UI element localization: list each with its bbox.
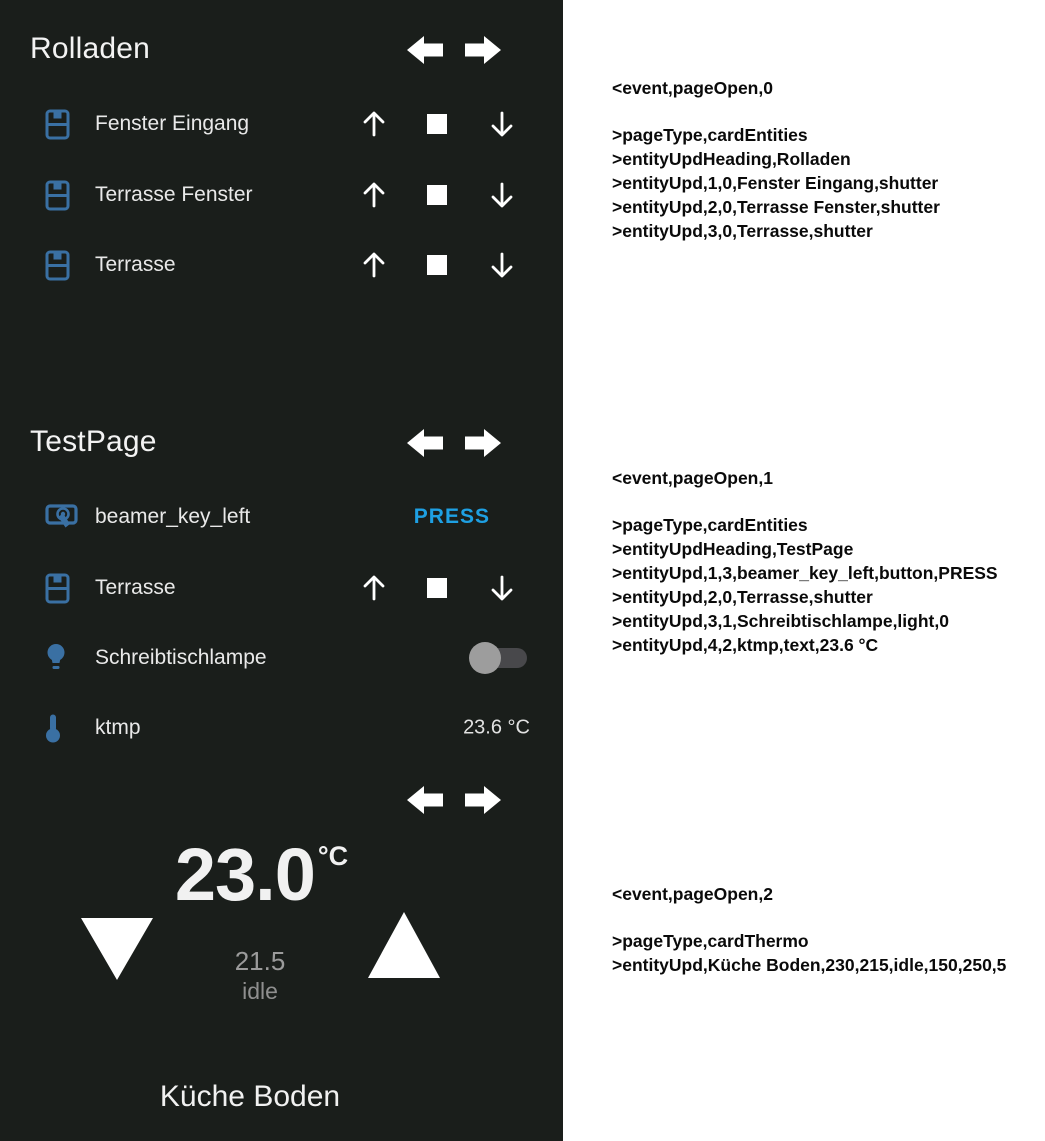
target-temperature: 21.5 — [234, 946, 286, 976]
entity-label: Fenster Eingang — [95, 112, 250, 135]
shutter-icon — [45, 105, 79, 143]
gesture-tap-button-icon — [45, 498, 79, 536]
current-temperature — [20, 833, 500, 916]
nav-prev-icon[interactable] — [406, 34, 444, 66]
light-toggle-knob[interactable] — [469, 642, 501, 674]
shutter-icon — [45, 176, 79, 214]
entity-label: beamer_key_left — [95, 505, 251, 528]
protocol-line: >pageType,cardEntities — [612, 515, 808, 535]
protocol-line: <event,pageOpen,2 — [612, 884, 773, 904]
entity-row — [0, 636, 563, 680]
shutter-up-icon[interactable] — [361, 181, 387, 209]
protocol-line: <event,pageOpen,1 — [612, 468, 773, 488]
shutter-down-icon[interactable] — [489, 110, 515, 138]
protocol-line: >entityUpd,1,0,Fenster Eingang,shutter — [612, 173, 939, 193]
shutter-stop-icon[interactable] — [427, 185, 447, 205]
nav-next-icon[interactable] — [464, 784, 502, 816]
sensor-value: 23.6 °C — [463, 716, 530, 739]
nav-next-icon[interactable] — [464, 427, 502, 459]
shutter-stop-icon[interactable] — [427, 578, 447, 598]
protocol-line: >entityUpd,2,0,Terrasse Fenster,shutter — [612, 197, 940, 217]
hvac-state: idle — [242, 978, 278, 1004]
current-temperature-value: 23.0 — [174, 833, 315, 916]
protocol-line: >entityUpdHeading,Rolladen — [612, 149, 851, 169]
entity-label: Terrasse Fenster — [95, 183, 253, 206]
page-title-rolladen: Rolladen — [30, 32, 151, 65]
entity-label: Schreibtischlampe — [95, 646, 267, 669]
protocol-line: >entityUpd,4,2,ktmp,text,23.6 °C — [612, 635, 879, 655]
shutter-down-icon[interactable] — [489, 574, 515, 602]
shutter-icon — [45, 246, 79, 284]
protocol-line: >pageType,cardThermo — [612, 931, 809, 951]
nav-next-icon[interactable] — [464, 34, 502, 66]
protocol-block-page0 — [612, 76, 940, 243]
shutter-down-icon[interactable] — [489, 181, 515, 209]
protocol-gap — [612, 490, 998, 513]
shutter-up-icon[interactable] — [361, 110, 387, 138]
protocol-line: >pageType,cardEntities — [612, 125, 808, 145]
protocol-line: >entityUpdHeading,TestPage — [612, 539, 854, 559]
nav-prev-icon[interactable] — [406, 427, 444, 459]
protocol-gap — [612, 906, 1006, 929]
thermostat-name: Küche Boden — [159, 1080, 341, 1113]
press-button[interactable]: PRESS — [413, 505, 490, 528]
entity-label: Terrasse — [95, 253, 176, 276]
temperature-unit: °C — [317, 841, 349, 871]
protocol-line: >entityUpd,3,0,Terrasse,shutter — [612, 221, 873, 241]
entity-row — [0, 495, 563, 539]
shutter-stop-icon[interactable] — [427, 255, 447, 275]
protocol-line: >entityUpd,1,3,beamer_key_left,button,PRESS — [612, 563, 998, 583]
protocol-block-page2 — [612, 882, 1006, 977]
protocol-block-page1 — [612, 466, 998, 657]
entity-row — [0, 706, 563, 750]
thermometer-icon — [45, 709, 79, 747]
protocol-line: >entityUpd,2,0,Terrasse,shutter — [612, 587, 873, 607]
entity-row — [0, 243, 563, 287]
protocol-line: >entityUpd,Küche Boden,230,215,idle,150,250,5 — [612, 955, 1007, 975]
entity-row — [0, 173, 563, 217]
shutter-stop-icon[interactable] — [427, 114, 447, 134]
entity-label: Terrasse — [95, 576, 176, 599]
entity-label: ktmp — [95, 716, 141, 739]
protocol-line: >entityUpd,3,1,Schreibtischlampe,light,0 — [612, 611, 949, 631]
entity-row — [0, 566, 563, 610]
shutter-down-icon[interactable] — [489, 251, 515, 279]
shutter-up-icon[interactable] — [361, 574, 387, 602]
nav-prev-icon[interactable] — [406, 784, 444, 816]
shutter-icon — [45, 569, 79, 607]
entity-row — [0, 102, 563, 146]
lightbulb-icon — [45, 639, 79, 677]
protocol-gap — [612, 100, 940, 123]
page-title-testpage: TestPage — [30, 425, 157, 458]
shutter-up-icon[interactable] — [361, 251, 387, 279]
protocol-line: <event,pageOpen,0 — [612, 78, 773, 98]
